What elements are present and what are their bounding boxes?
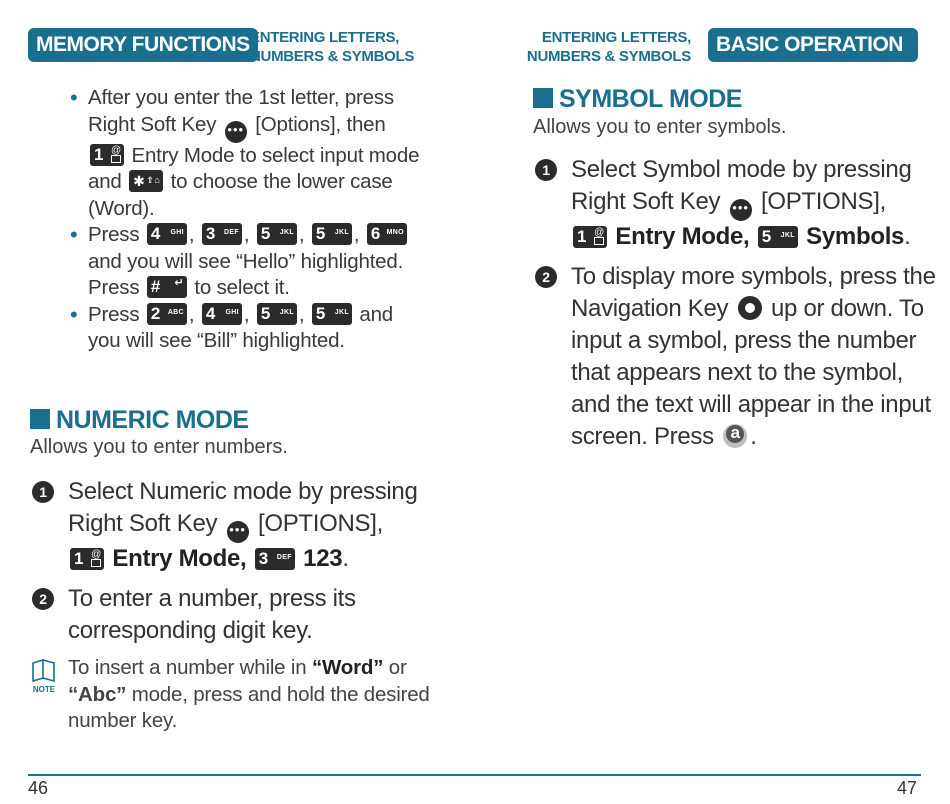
square-bullet-icon [30, 409, 50, 429]
key-hash-icon: # ↵ [147, 276, 187, 298]
numeric-step-1: 1 Select Numeric mode by pressing Right Soft Key ••• [OPTIONS], 1 @ Entry Mode, 3 DEF 123. [68, 476, 428, 575]
bullet-text: Entry Mode to select input mode and [88, 143, 420, 193]
key-4-icon: 4 GHI [202, 303, 242, 325]
bullet-text: and you will see “Bill” highlighted. [88, 302, 394, 352]
key-3-icon: 3 DEF [202, 223, 242, 245]
symbols-label: Symbols [806, 223, 905, 250]
right-soft-key-icon: ••• [730, 199, 752, 221]
bullet-list [68, 85, 428, 355]
step-text: [OPTIONS], [760, 188, 886, 215]
bullet-dot: • [70, 301, 78, 327]
key-5-icon: 5 JKL [312, 223, 352, 245]
note-book-icon [30, 659, 58, 700]
clear-key-icon [723, 424, 747, 448]
bullet-text: Press [88, 302, 140, 326]
chapter-subhead [513, 28, 691, 66]
page-number: 46 [28, 778, 49, 798]
footer-rule [475, 774, 921, 776]
bullet-dot: • [70, 85, 78, 110]
key-5-icon: 5 JKL [312, 303, 352, 325]
bullet-text: [Options], then [255, 112, 386, 136]
bullet-item [68, 85, 428, 222]
note-text: To insert a number while in “Word” or “Abc” mode, press and hold the desired number key. [68, 656, 430, 732]
bullet-dot: • [70, 222, 78, 247]
page-number: 47 [897, 778, 918, 798]
right-page [475, 0, 950, 804]
step-number-badge: 1 [535, 159, 557, 181]
key-1-icon: 1 @ [90, 144, 124, 166]
right-soft-key-icon: ••• [227, 521, 249, 543]
subhead-line-2: NUMBERS & SYMBOLS [526, 48, 691, 65]
step-text: To enter a number, press its corresponding digit key. [68, 585, 356, 644]
right-soft-key-icon: ••• [225, 121, 247, 143]
section-tab-memory-functions: MEMORY FUNCTIONS [28, 28, 258, 62]
step-text: up or down. To input a symbol, press the number that appears next to the symbol, and the text will appear in the input screen. Press [571, 295, 931, 450]
key-5-icon: 5 JKL [257, 223, 297, 245]
bullet-text: and you will see “Hello” highlighted. Press [88, 249, 404, 299]
footer-rule [28, 774, 475, 776]
numeric-mode-description: Allows you to enter numbers. [30, 436, 288, 458]
step-text: Select Symbol mode by pressing Right Soft Key [571, 156, 912, 215]
subhead-line-2: NUMBERS & SYMBOLS [250, 48, 415, 65]
symbol-mode-heading: SYMBOL MODE [533, 84, 742, 114]
bullet-text: to select it. [194, 276, 290, 299]
navigation-key-icon [738, 296, 762, 320]
subhead-line-1: ENTERING LETTERS, [250, 29, 400, 46]
step-text: [OPTIONS], [257, 510, 383, 537]
step-text: Select Numeric mode by pressing Right Soft Key [68, 478, 418, 537]
symbol-step-1: 1 Select Symbol mode by pressing Right Soft Key ••• [OPTIONS], 1 @ Entry Mode, 5 JKL Symbols. [571, 154, 931, 253]
key-6-icon: 6 MNO [367, 223, 407, 245]
bullet-text: After you enter the 1st letter, press Right Soft Key [88, 86, 394, 136]
key-1-icon: 1 @ [70, 548, 104, 570]
key-5-icon: 5 JKL [758, 226, 798, 248]
key-1-icon: 1 @ [573, 226, 607, 248]
step-text: To display more symbols, press the Navigation Key [571, 263, 936, 322]
key-star-icon: ✱ ⇧⌂ [129, 170, 163, 192]
bullet-text: Press [88, 223, 140, 246]
subhead-line-1: ENTERING LETTERS, [541, 29, 691, 46]
symbol-step-2: 2 To display more symbols, press the Navigation Key up or down. To input a symbol, press the number that appears next to the symbol, and the text will appear in the input screen. Press a . [571, 261, 936, 453]
bullet-item: • Press 4 GHI , 3 DEF , 5 JKL , 5 JKL , 6 MNO and you will see “Hello” highlighted. Press # ↵ to select it. [68, 222, 428, 302]
bullet-item: • Press 2 ABC , 4 GHI , 5 JKL , 5 JKL and you will see “Bill” highlighted. [70, 301, 394, 352]
svg-text:NOTE: NOTE [32, 685, 56, 694]
section-tab-basic-operation: BASIC OPERATION [708, 28, 918, 62]
mode-123-label: 123 [303, 545, 343, 572]
square-bullet-icon [533, 88, 553, 108]
key-3-icon: 3 DEF [255, 548, 295, 570]
symbol-mode-description: Allows you to enter symbols. [533, 116, 787, 138]
numeric-mode-heading: NUMERIC MODE [30, 405, 249, 435]
step-number-badge: 2 [32, 588, 54, 610]
entry-mode-label: Entry Mode, [112, 545, 247, 572]
step-number-badge: 2 [535, 266, 557, 288]
key-4-icon: 4 GHI [147, 223, 187, 245]
chapter-subhead [250, 28, 414, 66]
entry-mode-label: Entry Mode, [615, 223, 750, 250]
key-5-icon: 5 JKL [257, 303, 297, 325]
bullet-text: to choose the lower case (Word). [88, 170, 393, 220]
step-number-badge: 1 [32, 481, 54, 503]
key-2-icon: 2 ABC [147, 303, 187, 325]
numeric-step-2 [39, 583, 428, 647]
